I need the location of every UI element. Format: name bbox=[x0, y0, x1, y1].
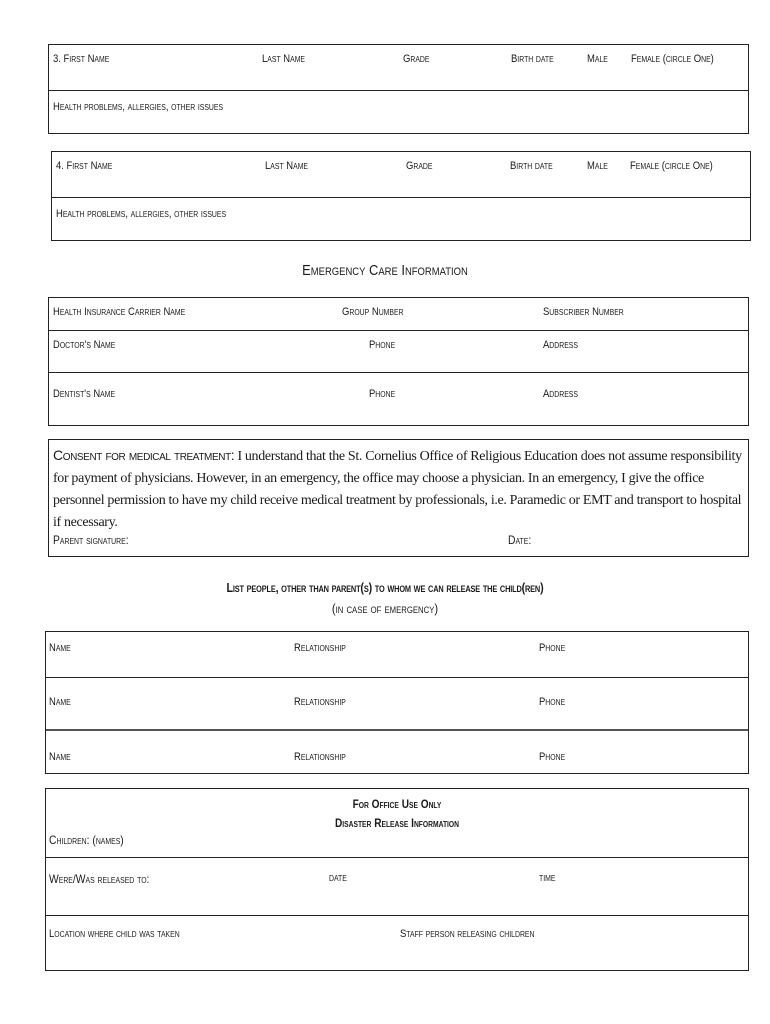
consent-text: I understand that the St. Cornelius Office of Religious Education does not assume responsibility for payment of physicians. However, in an emergency, the office may choose a physician. In an emergency, I give the office personnel permission to have my child receive medical treatment by professionals, i.e. Paramedic or EMT and transport to hospital if necessary. bbox=[53, 449, 742, 530]
insurance-carrier-label[interactable]: Health Insurance Carrier Name bbox=[53, 306, 186, 318]
released-to-label[interactable]: Were/Was released to: bbox=[49, 872, 150, 886]
emergency-care-table bbox=[48, 297, 749, 426]
release-list-subtitle: (in case of emergency) bbox=[331, 601, 439, 616]
release-phone-label[interactable]: Phone bbox=[539, 696, 566, 708]
office-use-title: For Office Use Only bbox=[352, 797, 442, 811]
release-relationship-label[interactable]: Relationship bbox=[294, 751, 346, 763]
child3-male-label[interactable]: Male bbox=[587, 53, 608, 65]
staff-person-label[interactable]: Staff person releasing children bbox=[400, 928, 535, 940]
child4-first-name-label[interactable]: 4. First Name bbox=[56, 160, 113, 172]
child3-birth-date-label[interactable]: Birth date bbox=[511, 53, 554, 65]
child3-female-label[interactable]: Female (circle One) bbox=[631, 53, 714, 65]
released-to-row bbox=[46, 858, 748, 916]
release-list-table bbox=[45, 631, 749, 774]
disaster-release-title: Disaster Release Information bbox=[334, 816, 460, 830]
office-use-section bbox=[45, 788, 749, 971]
office-children-row bbox=[46, 789, 748, 858]
child4-grade-label[interactable]: Grade bbox=[406, 160, 433, 172]
doctor-phone-label[interactable]: Phone bbox=[369, 339, 396, 351]
release-name-label[interactable]: Name bbox=[49, 696, 71, 708]
child4-section bbox=[51, 151, 751, 241]
dentist-row bbox=[49, 373, 748, 425]
emergency-care-title: Emergency Care Information bbox=[302, 262, 468, 279]
release-relationship-label[interactable]: Relationship bbox=[294, 642, 346, 654]
child4-last-name-label[interactable]: Last Name bbox=[265, 160, 309, 172]
release-time-label[interactable]: time bbox=[539, 872, 556, 884]
release-phone-label[interactable]: Phone bbox=[539, 751, 566, 763]
child3-grade-label[interactable]: Grade bbox=[403, 53, 430, 65]
dentist-name-label[interactable]: Dentist's Name bbox=[53, 388, 116, 400]
child4-name-row bbox=[52, 152, 750, 198]
release-row bbox=[46, 731, 748, 773]
release-name-label[interactable]: Name bbox=[49, 642, 71, 654]
release-name-label[interactable]: Name bbox=[49, 751, 71, 763]
child4-male-label[interactable]: Male bbox=[587, 160, 608, 172]
child3-section bbox=[48, 44, 749, 134]
child3-first-name-label[interactable]: 3. First Name bbox=[53, 53, 110, 65]
parent-signature-label[interactable]: Parent signature: bbox=[53, 533, 129, 547]
consent-lead: Consent for medical treatment: bbox=[53, 447, 235, 463]
child4-birth-date-label[interactable]: Birth date bbox=[510, 160, 553, 172]
child3-name-row bbox=[49, 45, 748, 91]
child3-health-row bbox=[49, 91, 748, 133]
children-names-label[interactable]: Children: (names) bbox=[49, 833, 124, 847]
doctor-name-label[interactable]: Doctor's Name bbox=[53, 339, 116, 351]
child4-health-row bbox=[52, 198, 750, 240]
child4-health-label[interactable]: Health problems, allergies, other issues bbox=[56, 208, 227, 220]
group-number-label[interactable]: Group Number bbox=[342, 306, 404, 318]
dentist-phone-label[interactable]: Phone bbox=[369, 388, 396, 400]
location-row bbox=[46, 916, 748, 970]
child3-last-name-label[interactable]: Last Name bbox=[262, 53, 306, 65]
consent-paragraph bbox=[53, 444, 742, 534]
release-row bbox=[46, 632, 748, 678]
insurance-row bbox=[49, 298, 748, 331]
release-relationship-label[interactable]: Relationship bbox=[294, 696, 346, 708]
release-date-label[interactable]: date bbox=[329, 872, 347, 884]
child4-female-label[interactable]: Female (circle One) bbox=[630, 160, 713, 172]
consent-section bbox=[48, 439, 749, 557]
consent-date-label[interactable]: Date: bbox=[508, 533, 532, 547]
location-label[interactable]: Location where child was taken bbox=[49, 928, 180, 940]
release-phone-label[interactable]: Phone bbox=[539, 642, 566, 654]
dentist-address-label[interactable]: Address bbox=[543, 388, 578, 400]
doctor-address-label[interactable]: Address bbox=[543, 339, 578, 351]
subscriber-number-label[interactable]: Subscriber Number bbox=[543, 306, 624, 318]
child3-health-label[interactable]: Health problems, allergies, other issues bbox=[53, 101, 224, 113]
release-list-title: List people, other than parent(s) to whom we can release the child(ren) bbox=[226, 580, 544, 595]
doctor-row bbox=[49, 331, 748, 373]
release-row bbox=[46, 678, 748, 731]
